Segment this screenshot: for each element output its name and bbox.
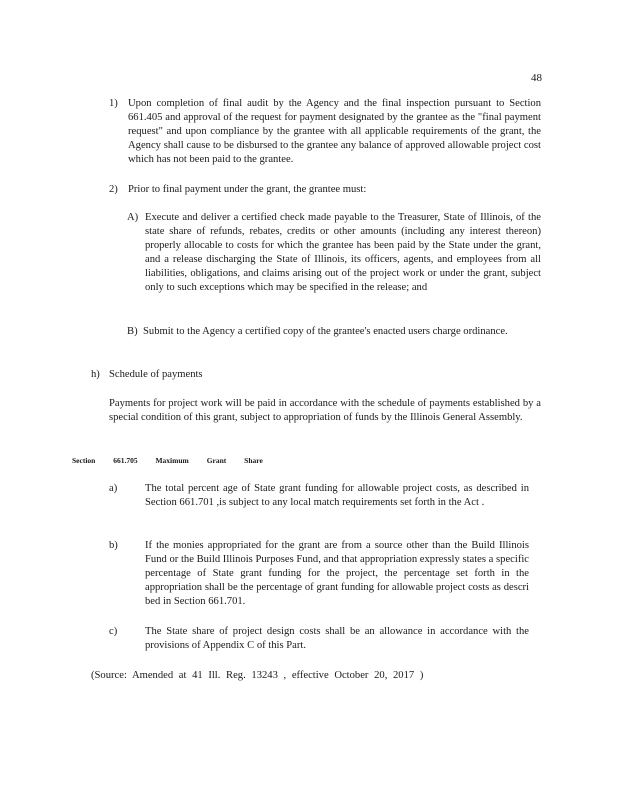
payments-paragraph: Payments for project work will be paid in accordance with the schedule of payments established by a special condition of this grant, subject to appropriation of funds by the Illinois General Assembly. [109,398,541,424]
page-number: 48 [531,72,542,84]
item-text: Upon completion of final audit by the Agency and the final inspection pursuant to Section 661.405 and approval of the request for payment designated by the grantee as the "final payment request" and upon compliance by the grantee with all applicable requirements of the grant, the Agency shall cause to be disbursed to the grantee any balance of approved allowable project cost which has not been paid to the grantee. [128,98,541,166]
section-number: 661.705 [113,456,138,465]
item-text: Prior to final payment under the grant, the grantee must: [128,184,367,195]
item-label: A) [127,212,139,223]
item-label: 1) [109,98,118,109]
item-label: 2) [109,184,118,195]
section-heading [72,456,372,465]
item-text: The total percent age of State grant funding for allowable project costs, as described in Section 661.701 ,is subject to any local match requirements set forth in the Act . [145,483,529,509]
item-label: b) [109,540,118,551]
item-text: If the monies appropriated for the grant are from a source other than the Build Illinois Fund or the Build Illinois Purposes Fund, and that appropriation expressly states a specific percentage of State grant funding for the project, the percentage set forth in the appropriation shall be the percentage of grant funding for allowable project costs as descri bed in Section 661.701. [145,540,529,608]
item-text: Schedule of payments [109,369,203,380]
section-word: Section [72,456,96,465]
item-label: a) [109,483,118,494]
section-title-3: Share [244,456,263,465]
section-title-2: Grant [206,456,227,465]
item-label: c) [109,626,118,637]
item-text: The State share of project design costs shall be an allowance in accordance with the provisions of Appendix C of this Part. [145,626,529,652]
item-text: Execute and deliver a certified check made payable to the Treasurer, State of Illinois, of the state share of refunds, rebates, credits or other amounts (including any interest thereon) properly allocable to costs for which the grantee has been paid by the State under the grant, and a release discharging the State of Illinois, its officers, agents, and employees from all liabilities, obligations, and claims arising out of the project work or under the grant, subject only to such exceptions which may be specified in the release; and [145,212,541,294]
item-label: h) [91,369,100,380]
section-title-1: Maximum [155,456,189,465]
source-note: (Source: Amended at 41 Ill. Reg. 13243 , effective October 20, 2017 ) [91,670,424,681]
item-label: B) [127,326,138,337]
item-text: Submit to the Agency a certified copy of the grantee's enacted users charge ordinance. [143,326,508,337]
